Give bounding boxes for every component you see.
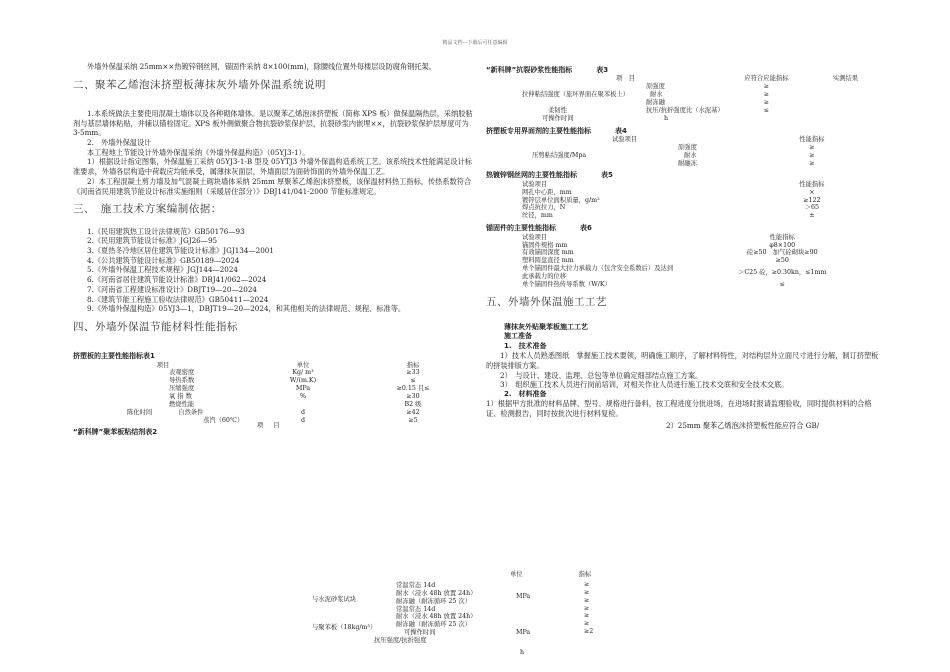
s5-material-title: 2. 材料准备 — [504, 390, 547, 399]
table-6 — [486, 234, 881, 289]
table-row — [486, 144, 881, 152]
table-3-title-text: “新科牌”抗裂砂浆性能指标 — [486, 66, 573, 74]
t2-label-eps: 与聚苯板（18kg/m³） — [312, 624, 377, 631]
table-5 — [486, 181, 881, 220]
stable-label: 陈化时间 — [127, 408, 153, 416]
table-cell: ≥ — [763, 83, 770, 91]
reference-item: 7.《河南省工程建设标准设计》DBJT19—20—2024 — [87, 284, 257, 294]
table-3-title — [486, 66, 881, 75]
table-cell: φ8×100 — [769, 241, 796, 249]
reference-item: 2.《民用建筑节能设计标准》JGJ26—95 — [87, 236, 218, 246]
table-cell: 压缩强度 — [169, 385, 195, 393]
table-header-cell: 试验项目 — [522, 233, 548, 241]
table-1-title: 挤塑板的主要性能指标表1 — [73, 352, 155, 361]
table-cell: 丝径，mm — [522, 212, 553, 220]
table-cell: ≥ — [584, 588, 590, 596]
table-header-row — [73, 362, 473, 370]
table-cell: 导热系数 — [169, 377, 195, 385]
s5-preparation: 施工准备 — [504, 332, 532, 341]
overlay-unit: MPa — [516, 593, 531, 600]
s5-tech-title: 1. 技术准备 — [504, 341, 547, 350]
table-6-title-text: 锚固件的主要性能指标 — [486, 224, 556, 233]
overlay-unit: h — [520, 649, 525, 656]
table-cell: 氧 指 数 — [169, 393, 192, 401]
s2-paragraph-3: 本工程地上节能设计外墙外保温采纳《外墙外保温构造》（05YJ3-1）。 — [87, 147, 310, 157]
table-cell: ≤ — [779, 280, 785, 288]
table-cell: 拉伸粘结强度（旅坏界面在聚苯板上） — [522, 91, 630, 99]
table-2-title: “新科牌”聚苯板粘结剂表2 — [73, 428, 158, 437]
s5-tech-item: 1）技术人员熟悉图纸 掌握施工技术要领，明确施工顺序，了解材料特性，对结构层外立面尺寸进行分解，制订挤塑板的拼装排版方案。 — [486, 351, 879, 370]
table-cell: 单个锚固件热传导系数（W/K） — [522, 280, 611, 288]
table-header-cell: 项 目 — [616, 75, 635, 83]
s5-material-item-2: 2）25mm 聚苯乙烯泡沫挤塑板性能应符合 GB/ — [666, 420, 820, 430]
table-4-title — [486, 127, 881, 136]
table-cell: ≥2 — [584, 628, 594, 636]
table-cell: ≥ — [763, 91, 770, 99]
table-cell: MPa — [295, 385, 311, 393]
table-header-cell: 性能指标 — [769, 233, 795, 241]
table-cell: 常温常态 14d — [396, 605, 436, 613]
table-cell: 耐冻融（耐冻循环 25 次） — [396, 621, 471, 629]
table-header-row — [486, 136, 881, 144]
table-3-number: 表3 — [596, 66, 609, 74]
table-row — [73, 409, 473, 417]
table-cell: ＞C25 砼，≥0.30kn，≤1mm — [738, 269, 827, 276]
section-2-title: 二、聚苯乙烯泡沫挤塑板薄抹灰外墙外保温系统说明 — [73, 78, 326, 91]
table-cell: 抗压强度/抗折强度 — [374, 637, 427, 645]
table-row — [486, 281, 881, 289]
table-cell: 单个锚固件最大拉力承载力（包含安全系数后）及达到此承载力的位移 — [522, 265, 674, 280]
table-5-title-text: 热镀锌钢丝网的主要性能指标 — [486, 171, 577, 180]
table-row — [73, 393, 473, 401]
table-header-cell: 试验项目 — [612, 136, 638, 144]
table-4-title-text: 挤塑板专用界面剂的主要性能指标 — [486, 126, 591, 135]
table-cell: ≤ — [410, 377, 416, 385]
table-row — [73, 385, 473, 393]
table-cell: % — [300, 393, 306, 401]
table-cell: 原强度 — [646, 83, 665, 91]
table-cell: ≥ — [763, 99, 770, 107]
table-cell: 可操作时间 — [542, 114, 574, 122]
overlay-header-cell: 指标 — [578, 571, 592, 578]
table-4-number: 表4 — [615, 126, 627, 135]
table-cell: ≥33 — [406, 369, 420, 377]
table-cell — [253, 401, 353, 409]
reference-item: 9.《外墙外保温构造》05YJ3—1，DBJT19—20—2024，和其他相关的法律规范、规程、标准等。 — [87, 304, 406, 314]
table-row — [486, 265, 881, 281]
table-cell: 可操作时间 — [404, 629, 436, 637]
table-row — [73, 369, 473, 377]
table-header-cell: 指标 — [406, 361, 420, 369]
table-3 — [486, 75, 881, 122]
table-cell: ≥42 — [406, 408, 420, 416]
right-column — [486, 62, 881, 431]
table-cell: d — [300, 408, 306, 416]
table-cell: 镀锌层单位面积质量，g/m² — [522, 196, 600, 204]
table-row — [486, 83, 881, 91]
table-header-cell: 目 — [273, 421, 280, 429]
s5-material-item: 1）根据甲方批准的材料品牌、型号、规格进行备料，按工程进度分批进场，在进场时报请监理验收，同时提供材料的合格证、检测报告，同时按批次进行材料复检。 — [486, 399, 872, 419]
table-5-number: 表5 — [601, 171, 613, 180]
s2-paragraph-4: 1）根据设计指定图集，外保温施工采纳 05YJ3-1-B 型及 05YTJ3 外墙外保温构造系统工艺。该系统技术性能满足设计标准要求，外墙各层构造中荷载应均能承受，属薄抹灰面层，外墙面层为面砖饰面的外墙外保温工艺。 — [73, 157, 472, 177]
table-header-row — [486, 75, 881, 83]
overlay-units — [510, 571, 630, 656]
overlay-header-cell: 单位 — [510, 571, 523, 578]
table-cell: 耐冻融（耐冻循环 25 次） — [396, 597, 471, 605]
left-column — [73, 52, 473, 437]
s2-paragraph-5: 2）本工程混凝土剪力墙及加气混凝土砌块墙体采纳 25mm 厚聚苯乙烯泡沫挤塑板，该保温材料热工指标，传热系数符合《河南省民用建筑节能设计标准实施细则（采暖居住部分）》DBJ141/041-2000 节能标准规定。 — [73, 176, 472, 196]
table-cell: ± — [809, 212, 815, 220]
table-row — [486, 212, 881, 220]
table-cell: 塑料圆盘直径 mm — [522, 257, 574, 265]
table-row — [486, 107, 881, 115]
table-4 — [486, 136, 881, 167]
overlay-unit: MPa — [516, 629, 531, 636]
table-1 — [73, 362, 473, 425]
table-cell: 柔韧性 — [548, 106, 567, 114]
reference-item: 1.《民用建筑热工设计法律规范》GB50176—93 — [87, 226, 245, 236]
table-cell: ≥122 — [803, 196, 821, 204]
table-cell: ≥ — [584, 596, 590, 604]
table-cell: 自然条件 — [178, 408, 204, 416]
table-header-row — [486, 181, 881, 189]
table-cell: B2 级 — [404, 400, 422, 408]
s5-tech-item: 2） 与设计、建设、监理、总包等单位确定细部结点施工方案。 — [500, 370, 703, 380]
table-cell — [73, 409, 253, 417]
table-cell: 常温常态 14d — [396, 582, 436, 589]
table-cell: ≥0.15 且≤ — [396, 385, 430, 393]
table-cell: 耐水（浸水 48h 放置 24h） — [396, 589, 477, 597]
table-cell: 耐水 — [684, 151, 697, 159]
table-cell: 表观密度 — [169, 369, 195, 377]
reference-item: 8.《建筑节能工程施工验收法律规范》GB50411—2024 — [87, 294, 269, 304]
table-row — [486, 189, 881, 197]
table-cell: ≥ — [584, 604, 590, 612]
table-cell: ≥ — [809, 151, 815, 159]
table-cell: 网孔中心距，mm — [522, 188, 572, 196]
table-header-cell: 性能指标 — [799, 136, 825, 144]
table-row — [486, 115, 881, 123]
header-note: 精品文档---下载后可任意编辑 — [442, 40, 508, 46]
table-cell: 耐冻融 — [646, 99, 665, 107]
table-cell: 抗压/抗折强度比（水泥基） — [646, 106, 724, 114]
table-row — [486, 257, 881, 265]
table-header-cell: 性能指标 — [799, 180, 825, 188]
table-6-number: 表6 — [580, 224, 592, 233]
table-cell: ≥ — [809, 143, 815, 151]
table-header-cell: 试验项目 — [522, 180, 548, 188]
table-cell: ≥ — [584, 620, 590, 628]
table-6-title — [486, 224, 881, 233]
table-cell: 耐水 — [650, 91, 663, 99]
overlay-marks — [584, 581, 593, 636]
table-cell: 原强度 — [678, 143, 697, 151]
section-5-title: 五、外墙外保温施工工艺 — [486, 295, 607, 308]
table-cell: 耐融冻 — [678, 159, 697, 167]
reference-item: 6.《河南省居住建筑节能设计标准》DBJ41/062—2024 — [87, 275, 267, 285]
table-5-title — [486, 171, 881, 180]
table-row — [73, 401, 473, 409]
table-cell: 有效锚固深度 mm — [522, 249, 574, 257]
overlay-header — [510, 571, 630, 579]
table-header-cell: 项 — [257, 421, 264, 429]
table-header-cell: 项目 — [156, 361, 170, 369]
table-cell: ≥5 — [408, 416, 418, 424]
reference-item: 4.《公共建筑节能设计标准》GB50189—2024 — [87, 255, 240, 265]
s2-paragraph-2: 2. 外墙外保温设计 — [87, 138, 152, 148]
table-cell: 燃烧性能 — [169, 400, 195, 408]
t2-label-cement: 与水泥砂浆试块 — [312, 596, 357, 603]
table-cell: 砼≥50 加气砼砌块≥90 — [746, 249, 818, 257]
table-cell: ≥ — [584, 612, 590, 620]
table-cell: ≥50 — [775, 257, 789, 265]
table-cell: 压剪粘结强度/Mpa — [532, 151, 587, 159]
s2-paragraph-1: 1.本系统做法主要使用混凝土墙体以及各种砌体墙体。是以聚苯乙烯泡沫挤塑板（简称 XPS 板）做保温隔热层，采纳胶粘剂与基层墙体粘贴，并辅以锚栓固定。XPS 板外侧做聚合物抗裂砂浆保护层，抗裂砂浆内嵌埋××，抗裂砂浆保护层厚度可为 3-5mm。 — [73, 108, 473, 138]
table-header-row — [486, 234, 881, 242]
table-header-cell: 单位 — [296, 361, 310, 369]
table-header-cell: 实测结果 — [832, 75, 859, 83]
table-cell: 耐水（浸水 48h 放置 24h） — [396, 613, 477, 621]
reference-item: 5.《外墙外保温工程技术规程》JGJ144—2024 — [87, 265, 238, 275]
intro-paragraph: 外墙外保温采纳 25mm××热镀锌钢丝网，锚固件采纳 8×100(mm)，除腰线位置外每楼层设防腐角钢托架。 — [87, 62, 436, 71]
table-row — [73, 377, 473, 385]
reference-item: 3.《夏热冬冷地区居住建筑节能设计标准》JGJ134—2001 — [87, 245, 274, 255]
table-cell: h — [664, 114, 669, 122]
table-cell: d — [300, 416, 306, 424]
reference-list — [73, 227, 473, 314]
table-header-cell: 应符合应能指标 — [744, 75, 789, 83]
table-cell: 蒸汽（60℃） — [203, 416, 244, 424]
table-cell: 焊点抗拉力，N — [522, 204, 566, 212]
table-cell: ≤ — [763, 106, 770, 114]
table-cell: ≥ — [584, 581, 590, 588]
s5-tech-item: 3） 组织施工技术人员进行岗前培训，对相关作业人员进行施工技术交底和安全技术交底。 — [500, 380, 789, 390]
table-cell: × — [809, 188, 815, 196]
table-cell: ≥ — [809, 159, 815, 167]
table-cell: 锚固件规格 mm — [522, 241, 568, 249]
section-3-title: 三、 施工技术方案编制依据： — [73, 203, 222, 216]
table-cell: Kg/ m³ — [292, 369, 314, 377]
table-cell: ＞65 — [804, 204, 820, 212]
table-cell: W/(m.K) — [289, 377, 317, 385]
s5-subtitle: 薄抹灰外贴聚苯板施工工艺 — [504, 322, 588, 331]
section-4-title: 四、外墙外保温节能材料性能指标 — [73, 321, 238, 333]
table-cell: ≥30 — [406, 393, 420, 401]
